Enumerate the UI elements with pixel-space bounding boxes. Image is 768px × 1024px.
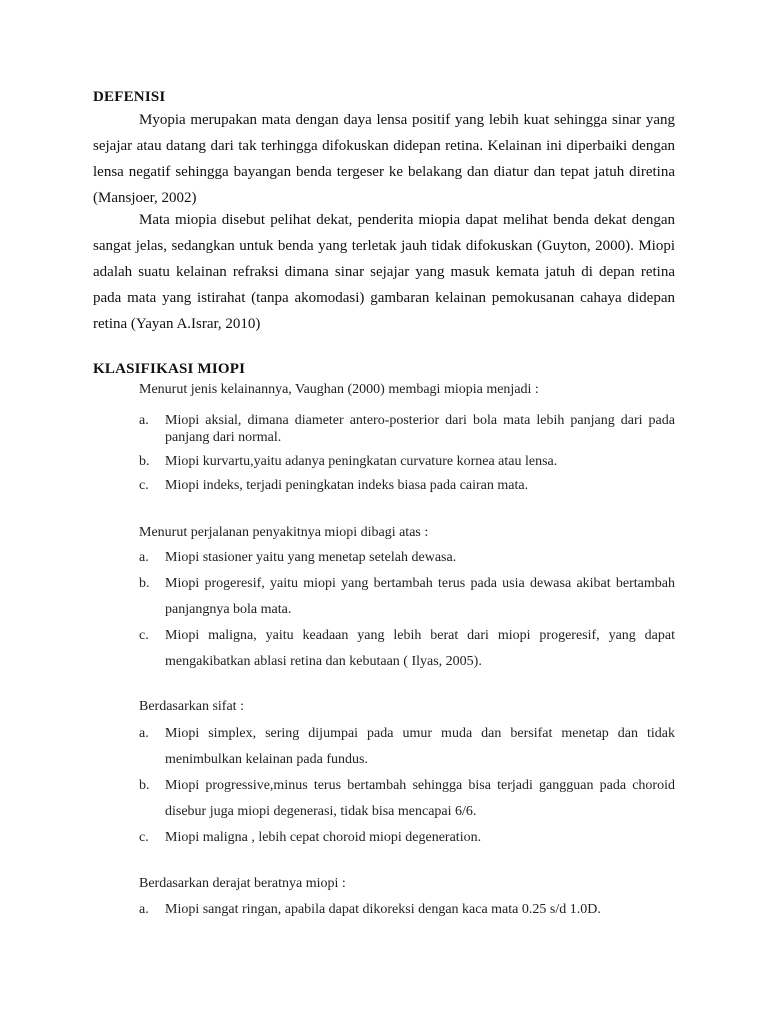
heading-klasifikasi: KLASIFIKASI MIOPI xyxy=(93,361,246,377)
list-item xyxy=(139,825,675,851)
list-item xyxy=(139,545,675,571)
list-item-text: Miopi simplex, sering dijumpai pada umur muda dan bersifat menetap dan tidak menimbulkan kelainan pada fundus. xyxy=(165,726,675,767)
list-item-text: Miopi maligna , lebih cepat choroid miopi degeneration. xyxy=(165,830,482,845)
list-item xyxy=(139,897,675,923)
intro-perjalanan-penyakit: Menurut perjalanan penyakitnya miopi dibagi atas : xyxy=(139,525,429,540)
list-marker: c. xyxy=(139,830,149,845)
list-perjalanan-penyakit xyxy=(139,545,675,675)
intro-berdasarkan-sifat: Berdasarkan sifat : xyxy=(139,699,244,714)
list-item xyxy=(139,571,675,623)
paragraph-myopia-definition: Myopia merupakan mata dengan daya lensa positif yang lebih kuat sehingga sinar yang sejajar atau datang dari tak terhingga difokuskan didepan retina. Kelainan ini diperbaiki dengan lensa negatif sehingga bayangan benda tergeser ke belakang dan diatur dan tepat jatuh diretina (Mansjoer, 2002) xyxy=(93,112,675,206)
list-marker: c. xyxy=(139,628,149,643)
list-item-text: Miopi progressive,minus terus bertambah sehingga bisa terjadi gangguan pada choroid disebur juga miopi degenerasi, tidak bisa mencapai 6/6. xyxy=(165,778,675,819)
list-item xyxy=(139,453,675,470)
list-item xyxy=(139,721,675,773)
list-marker: b. xyxy=(139,576,150,591)
list-item-text: Miopi stasioner yaitu yang menetap setelah dewasa. xyxy=(165,550,457,565)
heading-defenisi: DEFENISI xyxy=(93,89,166,105)
list-item-text: Miopi indeks, terjadi peningkatan indeks biasa pada cairan mata. xyxy=(165,478,529,493)
list-berdasarkan-sifat xyxy=(139,721,675,851)
list-item xyxy=(139,623,675,675)
list-marker: a. xyxy=(139,902,149,917)
list-item xyxy=(139,773,675,825)
list-marker: c. xyxy=(139,478,149,493)
intro-jenis-kelainan: Menurut jenis kelainannya, Vaughan (2000) membagi miopia menjadi : xyxy=(139,382,539,397)
list-item xyxy=(139,412,675,446)
intro-derajat-beratnya: Berdasarkan derajat beratnya miopi : xyxy=(139,876,346,891)
list-item-text: Miopi aksial, dimana diameter antero-posterior dari bola mata lebih panjang dari pada panjang dari normal. xyxy=(165,413,675,445)
list-item-text: Miopi sangat ringan, apabila dapat dikoreksi dengan kaca mata 0.25 s/d 1.0D. xyxy=(165,902,601,917)
list-item-text: Miopi kurvartu,yaitu adanya peningkatan curvature kornea atau lensa. xyxy=(165,454,558,469)
list-item-text: Miopi progeresif, yaitu miopi yang bertambah terus pada usia dewasa akibat bertambah panjangnya bola mata. xyxy=(165,576,675,617)
list-marker: a. xyxy=(139,413,149,428)
list-marker: a. xyxy=(139,550,149,565)
list-marker: a. xyxy=(139,726,149,741)
list-derajat-beratnya xyxy=(139,897,675,923)
list-jenis-kelainan xyxy=(139,412,675,501)
list-item-text: Miopi maligna, yaitu keadaan yang lebih berat dari miopi progeresif, yang dapat mengakibatkan ablasi retina dan kebutaan ( Ilyas, 2005). xyxy=(165,628,675,669)
list-marker: b. xyxy=(139,454,150,469)
paragraph-myopia-description: Mata miopia disebut pelihat dekat, penderita miopia dapat melihat benda dekat dengan sangat jelas, sedangkan untuk benda yang terletak jauh tidak difokuskan (Guyton, 2000). Miopi adalah suatu kelainan refraksi dimana sinar sejajar yang masuk kemata jatuh di depan retina pada mata yang istirahat (tanpa akomodasi) gambaran kelainan pemokusanan cahaya didepan retina (Yayan A.Israr, 2010) xyxy=(93,212,675,332)
list-marker: b. xyxy=(139,778,150,793)
list-item xyxy=(139,477,675,494)
